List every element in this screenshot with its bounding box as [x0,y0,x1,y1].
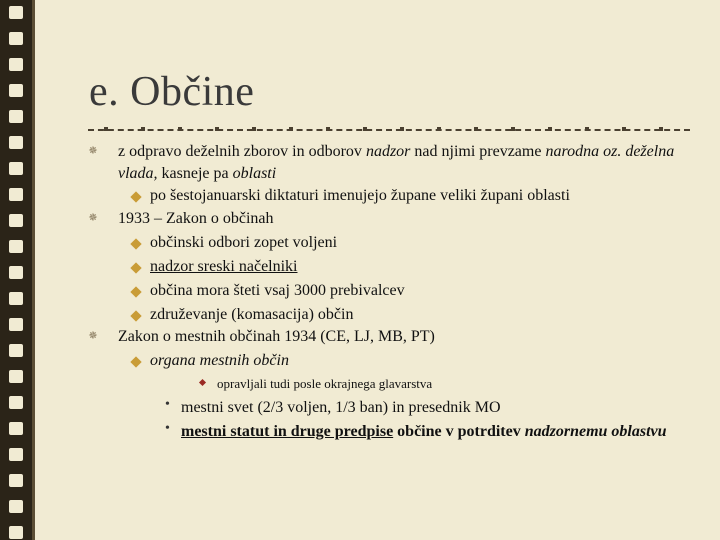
sparkle-bullet-icon: ✵ [88,212,98,224]
item1-text-d: narodna oz. deželna vlada, [118,143,675,182]
gold-diamond-icon [130,262,141,273]
item1-text-c: nad njimi prevzame [410,143,546,160]
list-item-3-1-text: organa mestnih občin [150,352,289,369]
list-item-3-1-1: opravljali tudi posle okrajnega glavarstva [217,376,433,391]
sparkle-bullet-icon: ✵ [88,145,98,157]
gold-diamond-icon [130,238,141,249]
list-item-1 [118,141,698,185]
item313-text-c: nadzornemu oblastvu [524,423,667,440]
item1-text-a: z odpravo deželnih zborov in odborov [118,143,366,160]
list-item-3-1-2: mestni svet (2/3 voljen, 1/3 ban) in presednik MO [181,399,501,416]
dot-bullet-icon: • [165,397,170,412]
sparkle-bullet-icon: ✵ [88,330,98,342]
list-item-3: Zakon o mestnih občinah 1934 (CE, LJ, MB, PT) [118,328,435,345]
item1-text-f: oblasti [232,165,277,182]
list-item-2-2: nadzor sreski načelniki [150,258,298,275]
list-item-3-1-3 [181,421,681,443]
gold-diamond-icon [130,310,141,321]
list-item-2-3: občina mora šteti vsaj 3000 prebivalcev [150,282,405,299]
item313-text-a: mestni statut in druge predpise [181,423,394,440]
list-item-1-1: po šestojanuarski diktaturi imenujejo župane veliki župani oblasti [150,187,570,204]
slide-title: e. Občine [89,69,255,115]
item1-text-b: nadzor [365,143,411,160]
gold-diamond-icon [130,191,141,202]
list-item-2-4: združevanje (komasacija) občin [150,306,354,323]
list-item-2-1: občinski odbori zopet voljeni [150,234,338,251]
gold-diamond-icon [130,356,141,367]
item313-text-b: občine v potrditev [393,423,525,440]
list-item-3-1 [150,350,690,372]
dot-bullet-icon: • [165,421,170,436]
list-item-2: 1933 – Zakon o občinah [118,210,274,227]
item1-text-e: kasneje pa [157,165,233,182]
red-diamond-icon [199,379,206,386]
gold-diamond-icon [130,286,141,297]
